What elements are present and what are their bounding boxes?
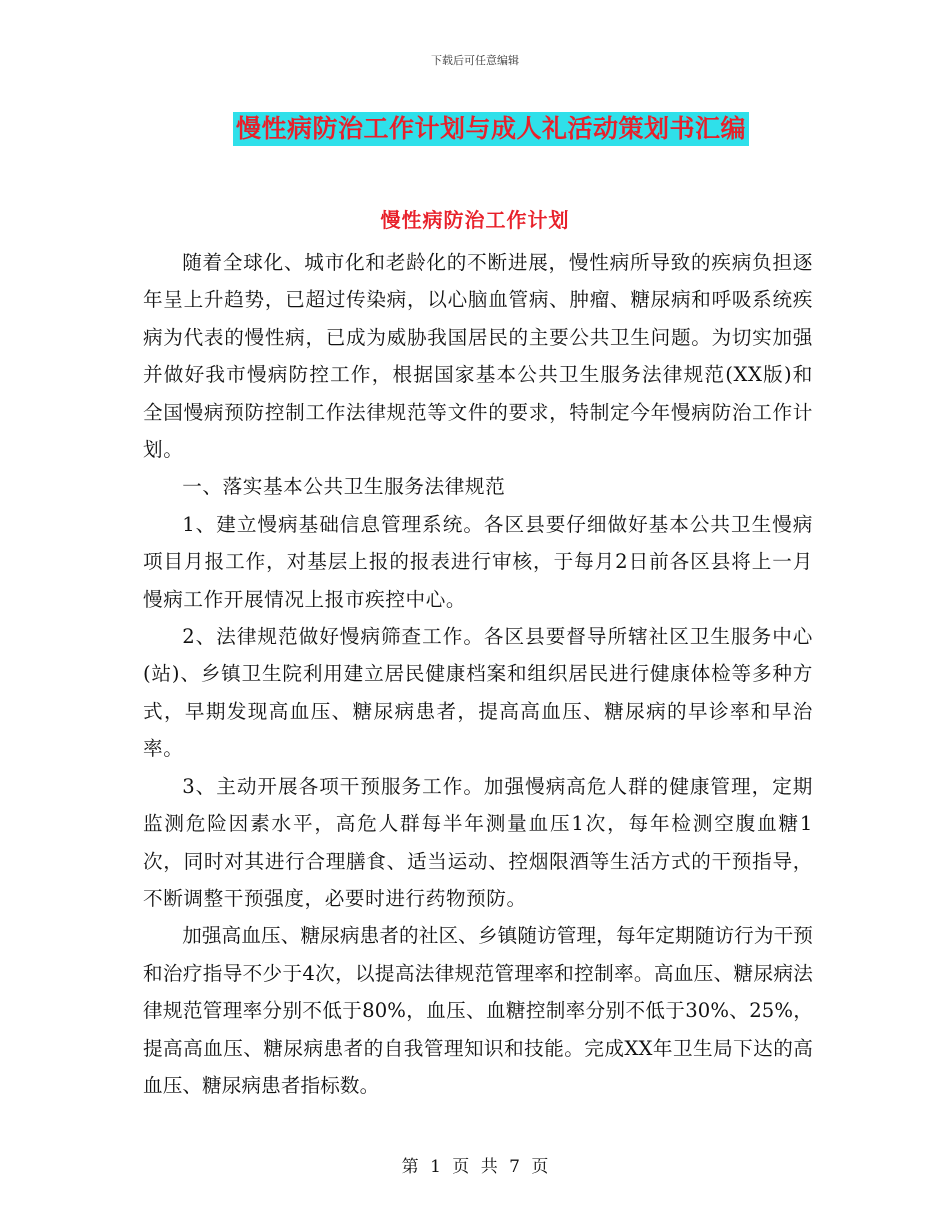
section-title: 慢性病防治工作计划 — [380, 208, 570, 232]
header-note: 下载后可任意编辑 — [431, 54, 519, 67]
paragraph-intro: 随着全球化、城市化和老龄化的不断进展，慢性病所导致的疾病负担逐年呈上升趋势，已超过传染病，以心脑血管病、肿瘤、糖尿病和呼吸系统疾病为代表的慢性病，已成为威胁我国居民的主要公共卫生问题。为切实加强并做好我市慢病防控工作，根据国家基本公共卫生服务法律规范(XX版)和全国慢病预防控制工作法律规范等文件的要求，特制定今年慢病防治工作计划。 — [143, 251, 813, 462]
paragraph-item-2: 2、法律规范做好慢病筛查工作。各区县要督导所辖社区卫生服务中心(站)、乡镇卫生院利用建立居民健康档案和组织居民进行健康体检等多种方式，早期发现高血压、糖尿病患者，提高高血压、糖尿病的早诊率和早治率。 — [143, 625, 813, 761]
document-title: 慢性病防治工作计划与成人礼活动策划书汇编 — [233, 112, 749, 146]
paragraph-heading-1: 一、落实基本公共卫生服务法律规范 — [182, 475, 506, 499]
body-text — [143, 244, 813, 1104]
page-footer: 第 1 页 共 7 页 — [401, 1157, 549, 1177]
paragraph-item-3: 3、主动开展各项干预服务工作。加强慢病高危人群的健康管理，定期监测危险因素水平，高危人群每半年测量血压1次，每年检测空腹血糖1次，同时对其进行合理膳食、适当运动、控烟限酒等生活方式的干预指导，不断调整干预强度，必要时进行药物预防。 — [143, 774, 813, 910]
paragraph-item-1: 1、建立慢病基础信息管理系统。各区县要仔细做好基本公共卫生慢病项目月报工作，对基层上报的报表进行审核，于每月2日前各区县将上一月慢病工作开展情况上报市疾控中心。 — [143, 512, 813, 611]
paragraph-followup: 加强高血压、糖尿病患者的社区、乡镇随访管理，每年定期随访行为干预和治疗指导不少于4次，以提高法律规范管理率和控制率。高血压、糖尿病法律规范管理率分别不低于80%，血压、血糖控制率分别不低于30%、25%，提高高血压、糖尿病患者的自我管理知识和技能。完成XX年卫生局下达的高血压、糖尿病患者指标数。 — [143, 924, 813, 1097]
